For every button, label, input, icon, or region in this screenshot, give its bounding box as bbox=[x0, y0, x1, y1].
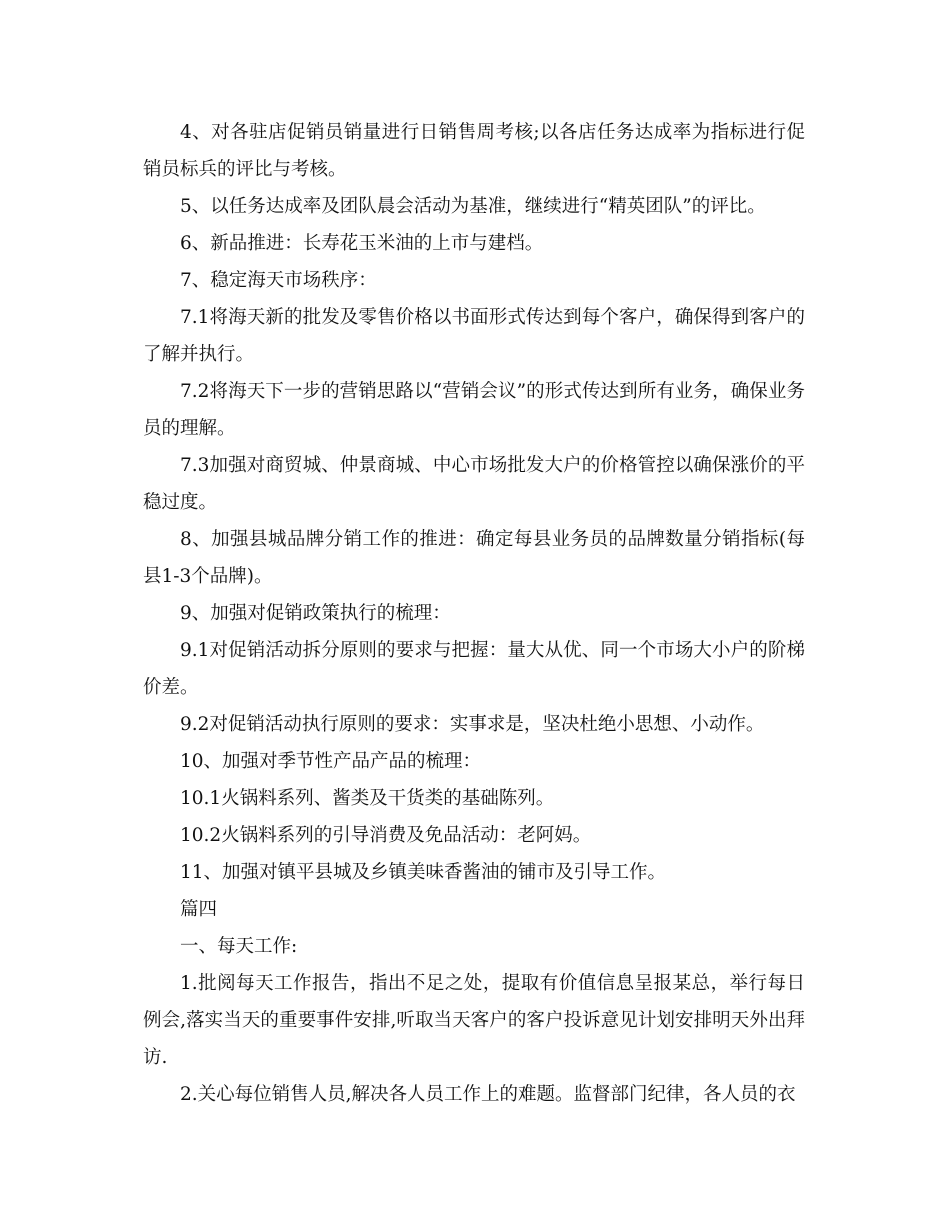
paragraph: 10、加强对季节性产品产品的梳理： bbox=[180, 751, 482, 772]
paragraph: 11、加强对镇平县城及乡镇美味香酱油的铺市及引导工作。 bbox=[180, 862, 667, 883]
paragraph: 7.1将海天新的批发及零售价格以书面形式传达到每个客户，确保得到客户的了解并执行。 bbox=[143, 307, 805, 365]
paragraph: 1.批阅每天工作报告，指出不足之处，提取有价值信息呈报某总，举行每日例会,落实当天的重要事件安排,听取当天客户的客户投诉意见计划安排明天外出拜访. bbox=[143, 973, 805, 1068]
paragraph: 2.关心每位销售人员,解决各人员工作上的难题。监督部门纪律，各人员的衣 bbox=[180, 1084, 796, 1105]
document-body bbox=[143, 114, 805, 1113]
section-heading: 篇四 bbox=[180, 899, 218, 920]
paragraph: 10.2火锅料系列的引导消费及免品活动：老阿妈。 bbox=[180, 825, 592, 846]
paragraph: 5、以任务达成率及团队晨会活动为基准，继续进行“精英团队”的评比。 bbox=[180, 196, 766, 217]
paragraph: 9、加强对促销政策执行的梳理： bbox=[180, 603, 451, 624]
paragraph: 4、对各驻店促销员销量进行日销售周考核;以各店任务达成率为指标进行促销员标兵的评比与考核。 bbox=[143, 122, 805, 180]
paragraph: 7.2将海天下一步的营销思路以“营销会议”的形式传达到所有业务，确保业务员的理解。 bbox=[143, 381, 805, 439]
paragraph: 9.1对促销活动拆分原则的要求与把握：量大从优、同一个市场大小户的阶梯价差。 bbox=[143, 640, 805, 698]
paragraph: 9.2对促销活动执行原则的要求：实事求是，坚决杜绝小思想、小动作。 bbox=[180, 714, 765, 735]
paragraph: 8、加强县城品牌分销工作的推进：确定每县业务员的品牌数量分销指标(每县1-3个品牌)。 bbox=[143, 529, 805, 587]
paragraph: 6、新品推进：长寿花玉米油的上市与建档。 bbox=[180, 233, 544, 254]
paragraph: 10.1火锅料系列、酱类及干货类的基础陈列。 bbox=[180, 788, 555, 809]
paragraph: 一、每天工作: bbox=[180, 936, 298, 957]
paragraph: 7、稳定海天市场秩序： bbox=[180, 270, 377, 291]
paragraph: 7.3加强对商贸城、仲景商城、中心市场批发大户的价格管控以确保涨价的平稳过度。 bbox=[143, 455, 805, 513]
